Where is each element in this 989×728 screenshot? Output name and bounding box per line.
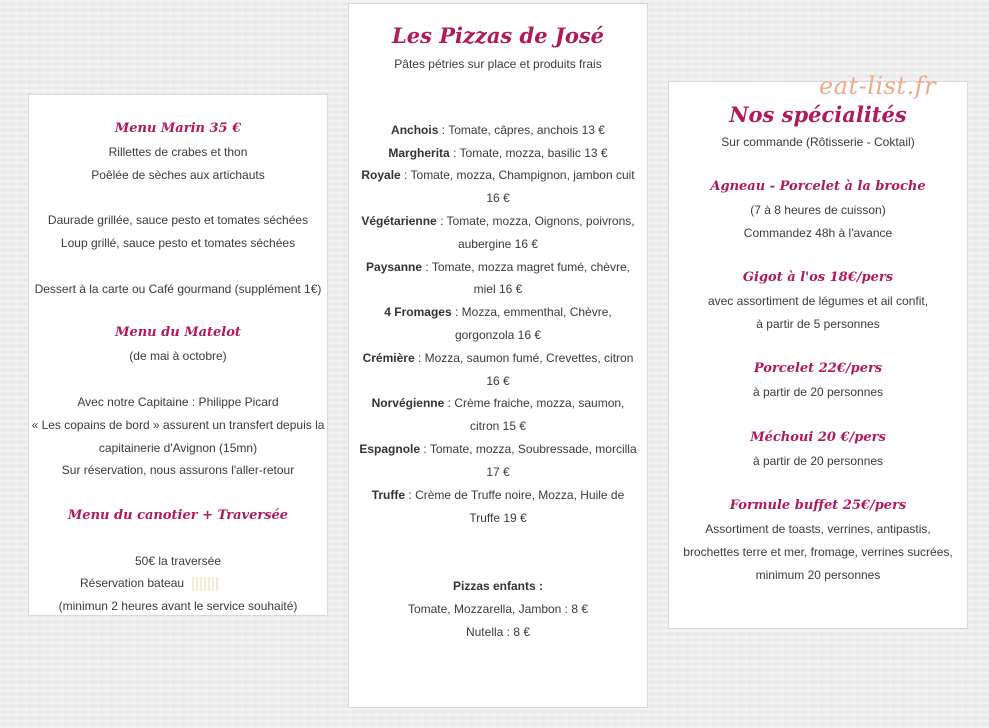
menu-matelot-line: « Les copains de bord » assurent un transfert depuis la [31,418,325,432]
pizza-desc: Mozza, saumon fumé, Crevettes, citron [424,351,634,365]
menu-canotier-title: Menu du canotier + Traversée [67,508,289,523]
pizza-desc-cont: gorgonzola 16 € [454,328,542,342]
specialite-title: Méchoui 20 €/pers [750,430,886,445]
specialite-title: Gigot à l'os 18€/pers [742,270,894,285]
image-placeholder [192,577,218,591]
pizzas-subtitle: Pâtes pétries sur place et produits frais [394,57,602,71]
pizza-desc: Tomate, mozza, basilic 13 € [459,146,608,160]
pizza-desc-cont: citron 15 € [469,419,527,433]
pizza-item: Anchois : Tomate, câpres, anchois 13 € [391,123,605,137]
pizza-desc-cont: aubergine 16 € [457,237,539,251]
pizza-item: Crémière : Mozza, saumon fumé, Crevettes, citron [362,351,634,365]
menu-matelot-line: Avec notre Capitaine : Philippe Picard [77,395,279,409]
menu-canotier-line: (minimun 2 heures avant le service souhaité) [58,599,298,613]
pizza-desc: Tomate, mozza, Champignon, jambon cuit [410,168,635,182]
specialite-title: Formule buffet 25€/pers [729,498,907,513]
pizza-name: Espagnole [359,442,421,456]
pizza-item: Truffe : Crème de Truffe noire, Mozza, Huile de [371,488,625,502]
pizza-name: Margherita [388,146,450,160]
pizza-desc: Crème fraiche, mozza, saumon, [454,396,625,410]
pizza-item: Paysanne : Tomate, mozza magret fumé, chèvre, [366,260,630,274]
specialite-line: minimum 20 personnes [755,568,881,582]
pizza-name: Crémière [362,351,415,365]
pizza-item: Royale : Tomate, mozza, Champignon, jambon cuit [361,168,635,182]
specialite-title: Porcelet 22€/pers [753,361,883,376]
pizza-desc-cont: Truffe 19 € [469,511,527,525]
menu-marin-line: Rillettes de crabes et thon [108,145,248,159]
menu-marin-line: Loup grillé, sauce pesto et tomates séchées [60,236,296,250]
specialite-line: Commandez 48h à l'avance [743,226,893,240]
menu-matelot-subtitle: (de mai à octobre) [129,349,227,363]
specialite-line: Assortiment de toasts, verrines, antipastis, [705,522,931,536]
pizza-desc-cont: miel 16 € [473,282,523,296]
kids-pizza-title-text: Pizzas enfants : [452,579,544,593]
pizza-item: Espagnole : Tomate, mozza, Soubressade, morcilla [359,442,637,456]
pizza-name: Paysanne [366,260,423,274]
menu-marin-line: Poêlée de sèches aux artichauts [91,168,265,182]
specialite-line: brochettes terre et mer, fromage, verrines sucrées, [683,545,953,559]
pizza-item: 4 Fromages : Mozza, emmenthal, Chèvre, [384,305,612,319]
pizza-item: Margherita : Tomate, mozza, basilic 13 € [388,146,608,160]
kids-pizza-title [349,578,647,594]
pizza-name: 4 Fromages [384,305,452,319]
specialite-line: à partir de 5 personnes [756,317,880,331]
reservation-label: Réservation bateau [80,576,185,590]
pizza-desc: Tomate, mozza, Oignons, poivrons, [446,214,635,228]
specialite-title: Agneau - Porcelet à la broche [710,179,926,194]
menu-marin-line: Daurade grillée, sauce pesto et tomates séchées [47,213,309,227]
pizza-desc: Crème de Truffe noire, Mozza, Huile de [415,488,625,502]
pizza-name: Royale [361,168,401,182]
pizza-name: Anchois [391,123,439,137]
pizza-item: Norvégienne : Crème fraiche, mozza, saumon, [371,396,625,410]
specialites-subtitle: Sur commande (Rôtisserie - Coktail) [721,135,915,149]
menu-card-specialites [668,81,968,629]
pizza-item: Végétarienne : Tomate, mozza, Oignons, poivrons, [361,214,635,228]
menu-matelot-line: capitainerie d'Avignon (15mn) [98,441,258,455]
menu-matelot-title: Menu du Matelot [115,325,241,340]
menu-canotier-line: 50€ la traversée [134,554,222,568]
pizza-desc: Tomate, mozza, Soubressade, morcilla [429,442,637,456]
pizza-desc: Tomate, mozza magret fumé, chèvre, [431,260,630,274]
menu-canotier-line [80,575,327,591]
menu-card-left [28,94,328,616]
kids-pizza-line: Nutella : 8 € [465,625,531,639]
pizza-name: Truffe [371,488,406,502]
pizza-desc: Tomate, câpres, anchois 13 € [448,123,605,137]
kids-pizza-line: Tomate, Mozzarella, Jambon : 8 € [407,602,589,616]
pizza-desc-cont: 17 € [486,465,510,479]
specialite-line: avec assortiment de légumes et ail confit, [707,294,929,308]
specialite-line: à partir de 20 personnes [752,454,884,468]
specialites-title: Nos spécialités [729,102,907,127]
menu-card-pizzas [348,3,648,708]
pizza-desc-cont: 16 € [486,191,510,205]
pizza-name: Norvégienne [371,396,445,410]
specialite-line: (7 à 8 heures de cuisson) [750,203,886,217]
pizza-name: Végétarienne [361,214,437,228]
watermark-text: eat-list.fr [819,72,937,100]
menu-marin-title: Menu Marin 35 € [114,121,242,136]
menu-matelot-line: Sur réservation, nous assurons l'aller-retour [61,463,295,477]
pizza-desc: Mozza, emmenthal, Chèvre, [461,305,612,319]
specialite-line: à partir de 20 personnes [752,385,884,399]
menu-marin-line: Dessert à la carte ou Café gourmand (supplément 1€) [34,282,322,296]
pizza-desc-cont: 16 € [486,374,510,388]
pizzas-title: Les Pizzas de José [391,23,605,48]
